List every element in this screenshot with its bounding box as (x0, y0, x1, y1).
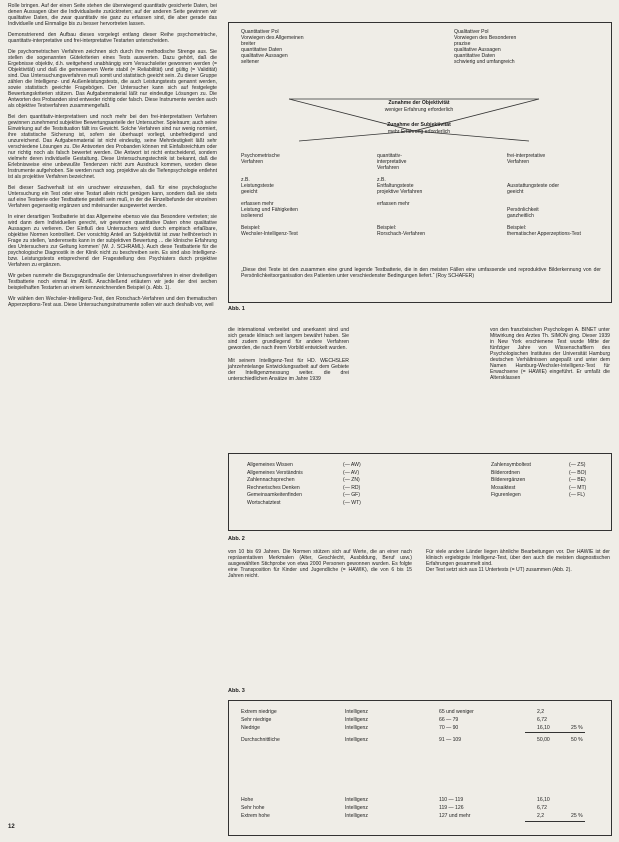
subtests-performance (491, 462, 599, 500)
left-text-column (8, 3, 217, 313)
objectivity-label: Zunahme der Objektivität (388, 100, 450, 106)
free-interpretive-group: frei-interpretative Verfahren Ausstattungsteste oder geeicht Persönlichkeit ganzheitlich Beispiel: thematischer Apperzeptions-Test (507, 153, 581, 237)
paragraph: Wir wählen den Wechsler-Intelligenz-Test, den Rorschach-Verfahren und den thematischen Apperzeptions-Test aus. Diese Untersuchungsinstrumente sollen wir auch deshalb vor, weil (8, 296, 217, 308)
paragraph: Bei den quantitativ-interpretativen und noch mehr bei den frei-interpretativen Verfahren gewinnen zunehmend subjektive Bewertungsanteile der Untersucher. Spielraum; auch seine Einwirkung auf die Testsituation fällt ins Gewicht. Solche Verfahren sind nur wenig normiert, ihre statistische Sicherung ist, sofern sie überhaupt vorliegt, unbefriedigend und unzureichend. Das Aufgabenmaterial ist nicht eindeutig, seine Mehrdeutigkeit läßt sehr verschiedene Lösungen zu. Die Antworten des Probanden können mit Einfallsreichtum oder nur richtig noch als falsch bewertet werden. Die Antwort ist nicht entscheidend, sondern vielmehr deren individuelle Gestaltung. Diese Untersuchungstechnik ist bekannt, daß die Erlebnisweise eine unbewußte Tendenzen nicht zum Ausdruck kommen, worden diese Instrumente aufgehoben. Sie werden nach sog. projektive als die Tiefenpsychologie entlehnt ist als projektive Verfahren bezeichnet. (8, 114, 217, 180)
list-item: Mosaiktest (— MT) (491, 484, 587, 491)
divider (525, 821, 585, 822)
list-item: Zahlensymboltest (— ZS) (491, 462, 586, 468)
page-number: 12 (8, 824, 15, 830)
figure-2-caption: Abb. 2 (228, 536, 245, 542)
figure-1-box (228, 22, 612, 303)
subtests-verbal (247, 462, 373, 508)
body-text-column: von den französischen Psychologen A. BINET unter Mitwirkung des Arztes Th. SIMON ging. Dieser 1939 in New York erschienene Test wurde Mitte der fünfziger Jahre von Wissenschaftlern des Psychologischen Institutes der Universität Hamburg deutschen Verhältnissen angepaßt und unter dem Namen Hamburg-Wechsler-Intelligenz-Test für Erwachsene (= HAWIE) eingeführt. Er umfaßt die Altersklassen (490, 327, 610, 381)
body-text-column: Mit seinem Intelligenz-Test für HD. WECHSLER jahrzehntelange Entwicklungsarbeit auf dem Gebiete der Intelligenzmessung weiter. die drei unterschiedlichen Ansätze im Jahre 1939 (228, 358, 349, 382)
figure-1-caption: Abb. 1 (228, 306, 245, 312)
paragraph: Rolle bringen. Auf der einen Seite stehen die überwiegend quantitativ gesicherte Daten, bei denen Aussagen über die Individualseite zurücktreten; auf der anderen Seite gewinnen wir qualitative Daten, die zwar quantitativ nie ganz zu erfassen sind, die aber gerade das Individuelle und Einmalige bis zu besser hervortreten lassen. (8, 3, 217, 27)
list-item: Wortschatztest (— WT) (247, 499, 361, 506)
subjectivity-sub: mehr Erfahrung erforderlich (387, 129, 451, 135)
paragraph: Wir geben nunmehr die Bezugsgrundmaße der Untersuchungsverfahren in einer dreiteiligen Testbatterie noch einmal im Abriß. Anschließend erläutern wir jede der drei sechen beispielhaften Testarten an einem kennzeichnenden Beispiel (s. Abb. 1). (8, 273, 217, 291)
body-text-column: die international verbreitet und anerkannt sind und sich gerade klinisch seit langem bewährt haben. Sie sind zudem grundlegend für andere Verfahren geworden, die nach ihrem Vorbild entwickelt wurden. (228, 327, 349, 351)
list-item: Zahlennachsprechen (— ZN) (247, 477, 360, 484)
figure-3-table: Extrem niedrige Intelligenz 65 und weniger 2,2 Sehr niedrige Intelligenz 66 — 79 6,72 Niedrige Intelligenz 70 — 90 16,10 25 % Durchschnittliche Intelligenz 91 — 109 50,00 50 % Hohe Intelligenz 110 — 119 16,10 Sehr hohe Intelligenz 119 — 126 6,72 Extrem hohe Intelligenz 127 und mehr 2,2 25 % (228, 700, 612, 836)
list-item: Bilderergänzen (— BE) (491, 477, 586, 484)
paragraph: Die psychometrischen Verfahren zeichnen sich durch ihre methodische Strenge aus. Sie stellen die sogenannten Gütekriterien eines Tests auswerten. Dazu gehört, daß die Ergebnisse objektiv, d.h. weitgehend unabhängig vom Versuchsleiter gewonnen werden (= Objektivität) und daß die gemessenen Werte stabil (= Reliabilität) und gültig (= Validität) sind. Das Untersuchungsverfahren muß somit und statistisch geeicht sein. Zu dieser Gruppe zählen die Intelligenz- und Außenleistungstests, die auch Leistungstests genannt werden, sowie statistisch geeichte Fragebögen. Der Untersucher kann sich auf festgelegte Bewertungskriterien stützen. Das Aufgabenmaterial läßt nur eindeutige Lösungen zu. Die Antworten des Probanden sind entweder richtig oder falsch. Diese Instrumente werden auch als objektive Testverfahren zusammengefaßt. (8, 49, 217, 109)
list-item: Gemeinsamkeitenfinden (— GF) (247, 492, 360, 499)
qualitative-pole: Qualitativer Pol Vorwiegen des Besonderen prazise qualitative Aussagen quantitative Daten schwierig und umfangreich (454, 29, 517, 65)
objectivity-sub: weniger Erfahrung erforderlich (384, 107, 454, 113)
paragraph: In einer derartigen Testbatterie ist das Allgemeine ebenso wie das Besondere vertreten; sie wird dann dem Individuellen gerecht, wir gewinnen quantitative Daten ohne qualitative Aussagen zu verlieren. Der Einfluß des Untersuchers wird durch empirisch erfaßbare, objektive Normen kontrolliert. Der vorsichtig Anteil an Subjektivität ist zwar hellhörerisch in Frage zu stellen, 'andererseits kann in der subjektiven Bewertung ... die klinische Erfahrung des Untersuchers zur Geltung kommen' (W. J. SCHRAML). Auch diese Testbatterie für die psychologische Diagnostik in der Klinik nicht zu beschreiben sein. Es sind also Intelligenz- bzw. Leistungstests entsprechend der Fragestellung des Psychiaters durch projektive Verfahren zu ergänzen. (8, 214, 217, 268)
divider (525, 732, 585, 733)
quantitative-pole: Quantitativer Pol Vorwiegen des Allgemeinen breiter quantitative Daten qualitative Aussagen seltener (241, 29, 304, 65)
psychometric-group: Psychometrische Verfahren z.B. Leistungsteste geeicht erfassen mehr Leistung und Fähigkeiten isolierend Beispiel: Wechsler-Intelligenz-Test (241, 153, 298, 237)
figure-2-box (228, 453, 612, 531)
list-item: Figurenlegen (— FL) (491, 492, 585, 499)
quantitative-interpretive-group: quantitativ- interpretative Verfahren z.B. Entfaltungsteste projektive Verfahren erfassen mehr Beispiel: Rorschach-Verfahren (377, 153, 426, 237)
schafer-quote: „Diese drei Teste ist den zusammen eine grund legende Testbatterie, die in den meisten Fällen eine umfassende und reproduktive Bilderkennung von der Persönlichkeitsorganisation des Patienten unter verschiedenster Bedingungen liefert.“ (Roy SCHAFER) (241, 267, 601, 279)
list-item: Allgemeines Verständnis (— AV) (247, 469, 360, 476)
figure-3-caption: Abb. 3 (228, 688, 245, 694)
list-item: Rechnerisches Denken (— RD) (247, 484, 361, 491)
paragraph: Demonstrierend den Aufbau dieses vorgelegt entlang dieser Reihe psychometrische, quantitativ-interpretative und frei-interpretative Testarten unterscheiden. (8, 32, 217, 44)
list-item: Allgemeines Wissen (— AW) (247, 462, 361, 468)
list-item: Bilderordnen (— BO) (491, 469, 587, 476)
body-text-column: Für viele andere Länder liegen ähnliche Bearbeitungen vor. Der HAWIE ist der klinisch ergiebigste Intelligenz-Test, über den auch die meisten diagnostischen Erfahrungen gesammelt sind. Der Test setzt sich aus 11 Untertests (= UT) zusammen (Abb. 2). (426, 549, 610, 573)
subjectivity-label: Zunahme der Subjektivität (387, 122, 451, 128)
body-text-column: von 10 bis 69 Jahren. Die Normen stützen sich auf Werte, die an einer nach repräsentativen Merkmalen (Alter, Geschlecht, Ausbildung, Beruf usw.) ausgewählten Stichprobe von etwa 2000 Personen gewonnen wurden. Es folgte eine Transposition für Kinder und Jugendliche (= HAWIK), die von 6 bis 15 Jahren reicht. (228, 549, 412, 579)
paragraph: Bei dieser Sachverhalt ist ein unschwer einzusehen, daß für eine psychologische Untersuchung ein Test oder eine Testart allein nicht genügen kann, sondern daß sie stets auf eine Testserie oder Testbatterie gestellt sein muß, in der die Einzelbefunde der einzelnen Verfahren gegenseitig ergänzen und miteinander ausgewertet werden. (8, 185, 217, 209)
